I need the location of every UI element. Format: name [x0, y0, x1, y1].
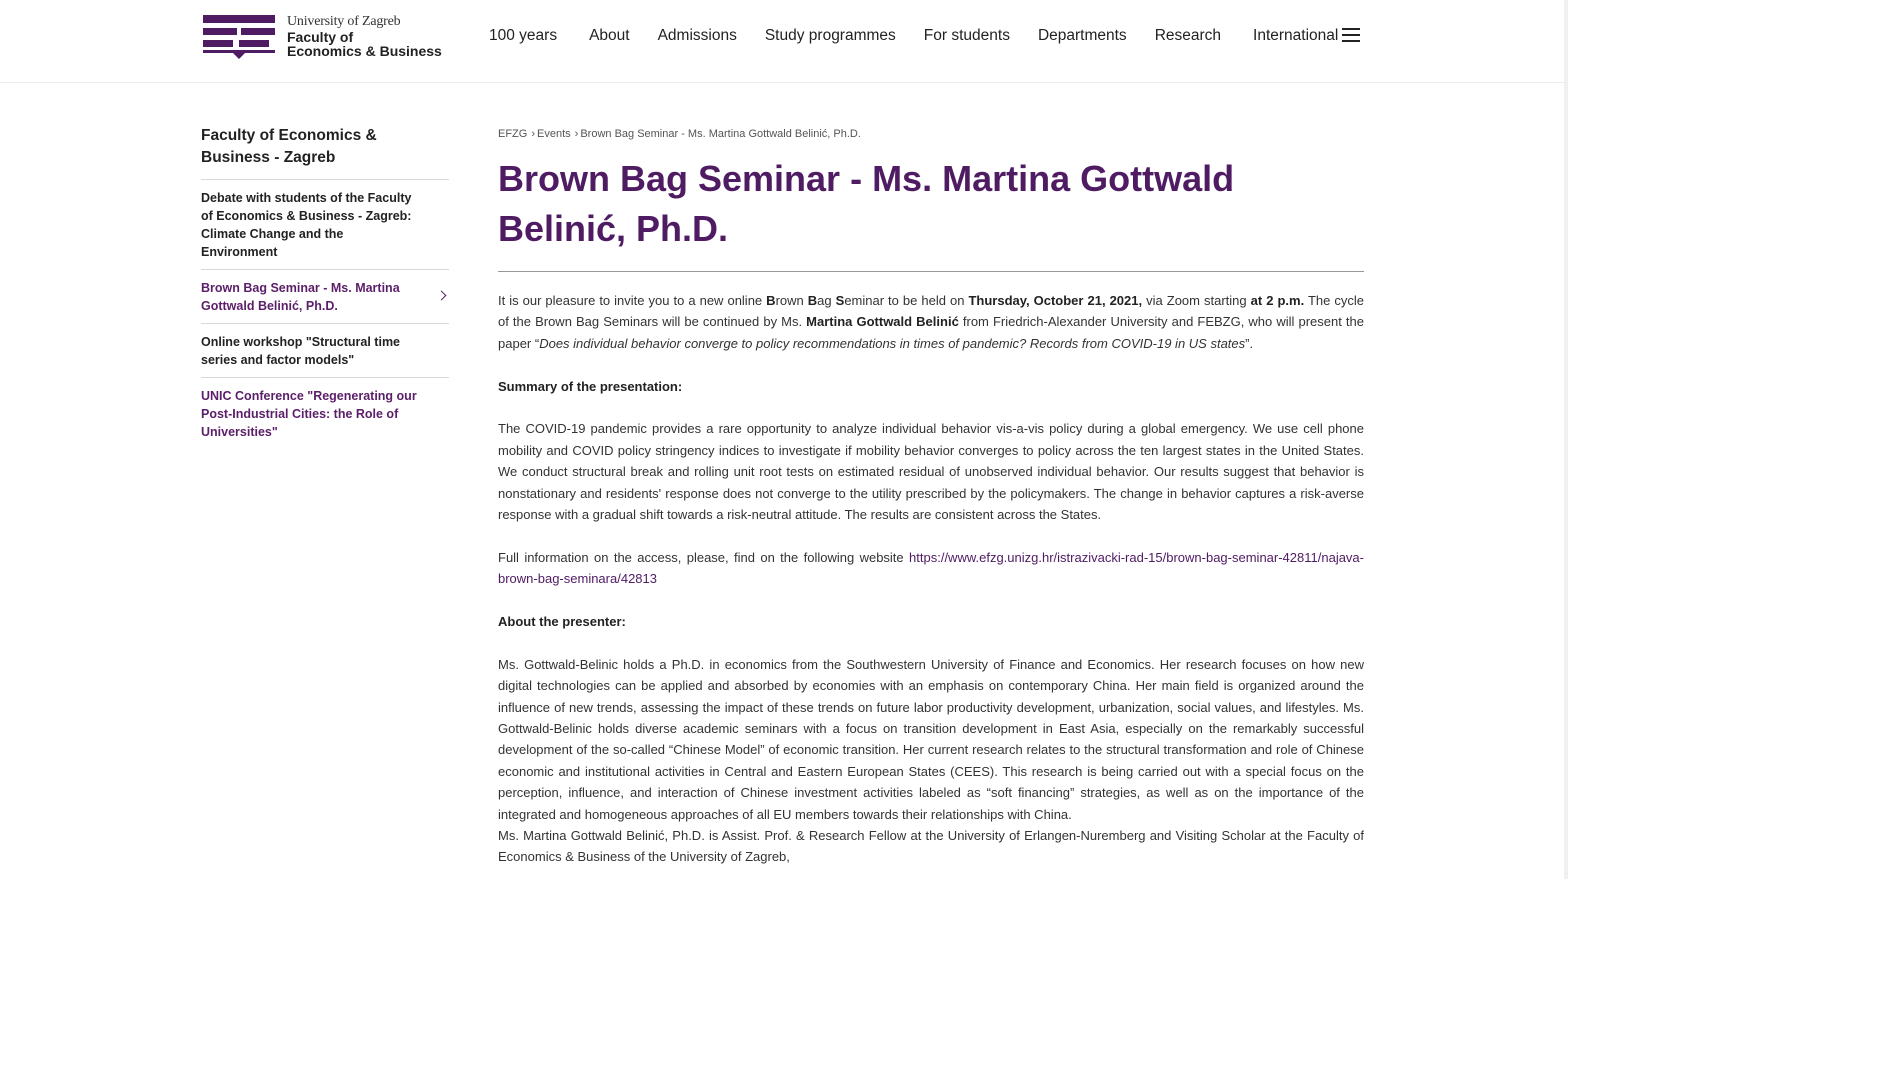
nav-for-students[interactable]: For students — [923, 27, 1010, 44]
breadcrumb-current: Brown Bag Seminar - Ms. Martina Gottwald Belinić, Ph.D. — [580, 128, 861, 140]
breadcrumb-separator-icon: › — [531, 128, 536, 140]
sidebar-title[interactable]: Faculty of Economics & Business - Zagreb — [201, 125, 449, 180]
sidebar-item-debate[interactable]: Debate with students of the Faculty of Economics & Business - Zagreb: Climate Change and the Environment — [201, 180, 449, 270]
about-paragraph-2: Ms. Martina Gottwald Belinić, Ph.D. is Assist. Prof. & Research Fellow at the University of Erlangen-Nuremberg and Visiting Scholar at the Faculty of Economics & Business of the University of Zagreb, — [498, 828, 1364, 865]
site-header — [0, 0, 1568, 83]
nav-research[interactable]: Research — [1154, 27, 1222, 44]
article-body — [498, 290, 1364, 868]
faculty-logo-mark-icon — [203, 13, 275, 59]
summary-heading: Summary of the presentation: — [498, 378, 683, 394]
breadcrumb-separator-icon: › — [574, 128, 579, 140]
faculty-logo[interactable] — [203, 13, 442, 59]
logo-faculty-line1: Faculty of — [287, 28, 354, 45]
sidebar-item-label: Brown Bag Seminar - Ms. Martina Gottwald Belinić, Ph.D. — [201, 281, 400, 313]
chevron-right-icon — [437, 291, 447, 301]
hamburger-icon[interactable] — [1342, 28, 1360, 42]
sidebar-item-unic-conference[interactable]: UNIC Conference "Regenerating our Post-Industrial Cities: the Role of Universities" — [201, 389, 417, 439]
breadcrumb-events[interactable]: Events — [537, 128, 571, 140]
nav-study-programmes[interactable]: Study programmes — [764, 27, 896, 44]
scrollbar[interactable] — [1564, 0, 1568, 879]
main-content — [498, 128, 1364, 868]
info-link[interactable]: https://www.efzg.unizg.hr/istrazivacki-rad-15/brown-bag-seminar-42811/najava-brown-bag-seminara/42813 — [498, 549, 1364, 587]
intro-paragraph: It is our pleasure to invite you to a new online Brown Bag Seminar to be held on Thursday, October 21, 2021, via Zoom starting at 2 p.m. The cycle of the Brown Bag Seminars will be continued by Ms. Martina Gottwald Belinić from Friedrich-Alexander University and FEBZG, who will present the paper “Does individual behavior converge to policy recommendations in times of pandemic? Records from COVID-19 in US states”. — [498, 293, 1364, 351]
event-date: Thursday, October 21, 2021, — [968, 293, 1143, 308]
sidebar — [201, 125, 449, 449]
nav-100-years[interactable]: 100 years — [489, 27, 558, 44]
nav-departments[interactable]: Departments — [1037, 27, 1127, 44]
sidebar-item-brown-bag-active[interactable] — [201, 270, 449, 324]
event-time: at 2 p.m. — [1250, 293, 1305, 308]
breadcrumb-efzg[interactable]: EFZG — [498, 128, 528, 140]
title-divider — [498, 271, 1364, 272]
summary-paragraph: The COVID-19 pandemic provides a rare opportunity to analyze individual behavior vis-a-vis policy during a global emergency. We use cell phone mobility and COVID policy stringency indices to investigate if mobility behavior converges to policy across the ten largest states in the United States. We conduct structural break and rolling unit root tests on estimated residual of unobserved individual behavior. Our results suggest that behavior is nonstationary and residents' response does not converge to the utility prescribed by the policymakers. The change in behavior captures a risk-averse response with a gradual shift towards a risk-neutral attitude. The results are consistent across the States. — [498, 421, 1364, 523]
about-paragraph-1: Ms. Gottwald-Belinic holds a Ph.D. in economics from the Southwestern University of Finance and Economics. Her research focuses on how new digital technologies can be applied and absorbed by economies with an emphasis on contemporary China. Her main field is organized around the influence of new trends, assessing the impact of these trends on future labor productivity development, urbanization, social values, and lifestyles. Ms. Gottwald-Belinic holds diverse academic seminars with a focus on transition development in East Asia, especially on the remarkably successful development of the so-called “Chinese Model” of economic transition. Her current research relates to the structural transformation and role of Chinese economic and institutional activities in Central and Eastern European States (CEES). This research is being carried out with a special focus on the perception, influence, and interaction of Chinese investment activities labeled as “soft financing” strategies, as well as on the importance of the integrated and homogeneous approaches of all EU members towards their relationships with China. — [498, 656, 1364, 822]
paper-title: Does individual behavior converge to policy recommendations in times of pandemic? Records from COVID-19 in US states — [539, 335, 1246, 351]
sidebar-item-workshop[interactable]: Online workshop "Structural time series and factor models" — [201, 324, 449, 378]
page-title: Brown Bag Seminar - Ms. Martina Gottwald Belinić, Ph.D. — [498, 158, 1235, 249]
info-paragraph: Full information on the access, please, find on the following website https://www.efzg.unizg.hr/istrazivacki-rad-15/brown-bag-seminar-42811/najava-brown-bag-seminara/42813 — [498, 549, 1364, 587]
nav-admissions[interactable]: Admissions — [657, 27, 737, 44]
nav-about[interactable]: About — [589, 27, 630, 44]
breadcrumb — [498, 128, 1364, 140]
logo-university: University of Zagreb — [287, 13, 401, 29]
presenter-name: Martina Gottwald Belinić — [806, 314, 959, 330]
nav-international[interactable]: International — [1253, 27, 1339, 44]
about-heading: About the presenter: — [498, 614, 626, 630]
main-nav — [489, 27, 1338, 45]
logo-faculty-line2: Economics & Business — [287, 42, 442, 59]
